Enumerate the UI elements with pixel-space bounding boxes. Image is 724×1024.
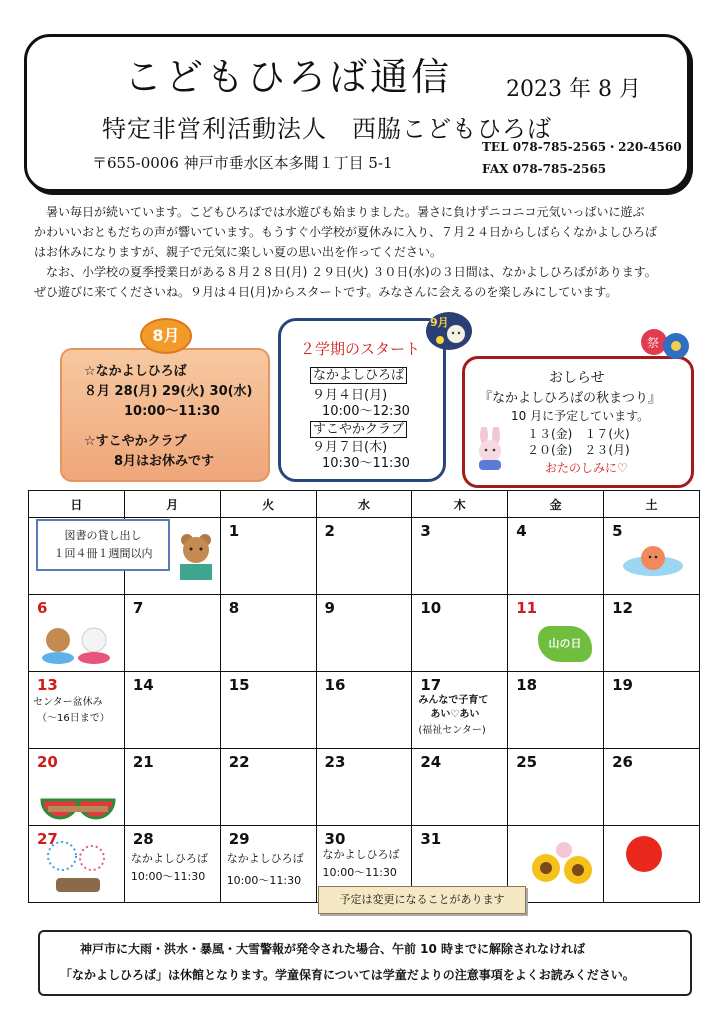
festival-icon [636,326,692,370]
calendar-cell [604,595,700,672]
nakayoshi-start-date: ９月４日(月) [312,388,388,403]
organization-name: 特定非営利活動法人 西脇こどもひろば [102,115,552,143]
day-number: 26 [612,753,633,771]
calendar-week [29,749,700,826]
festival-badge-text: 祭 [647,336,660,350]
calendar-cell [412,672,508,749]
sunflower-icon [528,840,598,890]
calendar-cell [412,518,508,595]
library-note [36,519,170,571]
sukoyaka-note: 8月はお休みです [114,454,215,469]
day-number: 20 [37,753,58,771]
weekday-header: 日 [29,491,125,518]
notice-box [462,356,694,488]
calendar-cell [412,595,508,672]
nakayoshi-event: なかよしひろば [322,848,400,861]
sukoyaka-start-date: ９月７日(木) [312,440,388,455]
day-number: 29 [228,830,250,848]
weekday-header: 火 [220,491,316,518]
day-number: 10 [420,599,442,617]
day-number: 18 [516,676,538,694]
day-number: 30 [324,830,346,848]
day-number: 12 [612,599,633,617]
day-number: 24 [420,753,442,771]
sukoyaka-start-time: 10:30～11:30 [322,456,410,471]
day-number: 23 [324,753,346,771]
calendar-cell [604,672,700,749]
center-holiday: センター盆休み [33,697,103,708]
calendar-cell [508,672,604,749]
warning-scroll [38,930,692,996]
september-badge-text: 9月 [430,316,449,329]
weekday-header: 月 [124,491,220,518]
calendar-week [29,595,700,672]
day-number: 5 [612,522,623,540]
calendar-cell [508,518,604,595]
intro-line: 暑い毎日が続いています。こどもひろばでは水遊びも始まりました。暑さに負けずニコニコ元気いっぱいに遊ぶ [46,205,645,219]
calendar-cell [220,518,316,595]
nakayoshi-event-time: 10:00～11:30 [130,870,206,883]
notice-dates-2: ２０(金) ２３(月) [527,443,630,457]
autumn-festival: 『なかよしひろばの秋まつり』 [479,391,662,406]
calendar-cell [316,749,412,826]
calendar-cell [124,595,220,672]
day-number: 9 [324,599,335,617]
day-number: 3 [420,522,431,540]
day-number: 27 [37,830,58,848]
day-number: 17 [420,676,442,694]
calendar-cell [220,595,316,672]
rabbit-icon [471,427,511,471]
telephone: TEL 078-785-2565・220-4560 [482,140,682,154]
nakayoshi-event: なかよしひろば [130,852,208,865]
day-number: 16 [324,676,346,694]
day-number: 22 [228,753,250,771]
notice-line: 10 月に予定しています。 [511,409,650,423]
event-location: (福祉センター) [418,725,486,736]
calendar-cell [124,672,220,749]
day-number: 4 [516,522,527,540]
weekday-header-row [29,491,700,518]
day-number: 7 [132,599,144,617]
day-number: 13 [37,676,58,694]
bear-reading-icon [176,532,216,584]
day-number: 19 [612,676,633,694]
address: 〒655-0006 神戸市垂水区本多聞１丁目 5-1 [92,154,393,172]
day-number: 25 [516,753,538,771]
day-number: 21 [132,753,154,771]
nakayoshi-event-time: 10:00～11:30 [322,866,397,879]
weekday-header: 木 [412,491,508,518]
day-number: 15 [228,676,250,694]
day-number: 28 [132,830,154,848]
watermelon-icon [38,770,118,820]
nakayoshi-label: なかよしひろば [310,367,407,384]
center-holiday-until: （～16日まで） [37,713,110,724]
day-number: 31 [420,830,442,848]
weekday-header: 土 [604,491,700,518]
notice-closing: おたのしみに♡ [545,461,628,475]
calendar-cell [220,672,316,749]
newsletter-title: こどもひろば通信 [124,55,453,99]
calendar-week [29,672,700,749]
nakayoshi-start-time: 10:00～12:30 [322,404,410,419]
august-badge: 8月 [140,318,192,354]
day-number: 1 [228,522,240,540]
calendar-cell [316,672,412,749]
weekday-header: 金 [508,491,604,518]
calendar-cell [316,518,412,595]
calendar-cell [220,826,316,903]
day-number: 2 [324,522,335,540]
day-number: 6 [37,599,48,617]
event-aiai: あい♡あい [430,709,480,720]
library-line: １回４冊１週間以内 [53,547,153,560]
intro-line: かわいいおともだちの声が響いています。もうすぐ小学校が夏休みに入り、７月２４日からしばらくなかよしひろば [34,225,658,239]
day-number: 8 [228,599,240,617]
calendar-cell [604,749,700,826]
nakayoshi-event-time: 10:00～11:30 [226,874,302,887]
calendar-cell [412,749,508,826]
intro-line: なお、小学校の夏季授業日がある８月２８日(月) ２９日(火) ３０日(水)の３日間は、なかよしひろばがあります。 [46,265,657,279]
nakayoshi-dates: ８月 28(月) 29(火) 30(水) [84,384,253,399]
intro-line: はお休みになりますが、親子で元気に楽しい夏の思い出を作ってください。 [34,245,443,259]
calendar-cell [508,749,604,826]
issue-date: 2023 年 8 月 [506,77,641,102]
cat-icon [426,312,472,350]
event-parenting: みんなで子育て [418,695,489,706]
schedule-change-note: 予定は変更になることがあります [318,886,526,914]
warning-line: 神戸市に大雨・洪水・暴風・大雪警報が発令された場合、午前 10 時までに解除されなければ [80,942,586,956]
weekday-header: 水 [316,491,412,518]
mountain-day-badge: 山の日 [538,626,592,662]
nakayoshi-title: ☆なかよしひろば [84,364,187,379]
notice-dates-1: １３(金) １７(火) [527,427,630,441]
fax: FAX 078-785-2565 [482,162,607,176]
calendar-cell [29,672,125,749]
day-number: 14 [132,676,154,694]
calendar-cell [316,595,412,672]
day-number: 11 [516,599,538,617]
notice-title: おしらせ [549,370,605,386]
intro-line: ぜひ遊びに来てくださいね。９月は４日(月)からスタートです。みなさんに会えるのを楽しみにしています。 [34,285,618,299]
second-term-title: ２学期のスタート [300,340,421,358]
sukoyaka-label: すこやかクラブ [310,421,407,438]
nakayoshi-time: 10:00～11:30 [124,404,220,419]
calendar-cell [124,749,220,826]
sun-icon [626,836,662,872]
library-line: 図書の貸し出し [64,529,142,542]
warning-line: 「なかよしひろば」は休館となります。学童保育については学童だよりの注意事項をよくお読みください。 [60,968,635,982]
fireworks-icon [40,838,116,896]
nakayoshi-event: なかよしひろば [226,852,304,865]
sukoyaka-title: ☆すこやかクラブ [84,434,187,449]
pool-ring-icon [620,538,686,578]
september-badge [426,312,472,350]
intro-text [34,202,698,302]
august-schedule-box [60,348,270,482]
calendar-cell [220,749,316,826]
calendar-cell [124,826,220,903]
animals-swimming-icon [38,620,118,668]
